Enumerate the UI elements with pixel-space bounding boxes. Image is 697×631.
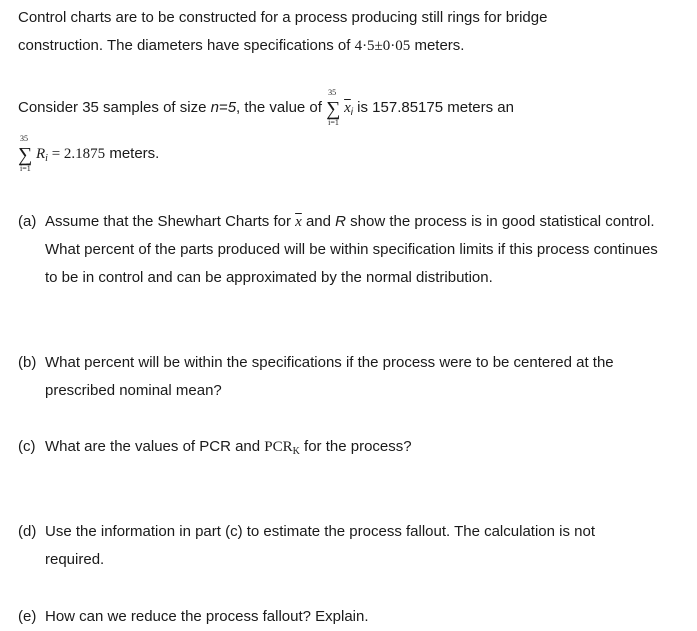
question-d-text: Use the information in part (c) to estimate the process fallout. The calculation is not required.: [45, 523, 595, 568]
question-b-text: What percent will be within the specifications if the process were to be centered at the prescribed nominal mean?: [45, 354, 614, 399]
xbar-symbol: $\overline{x}$: [295, 214, 302, 230]
consider-line: [18, 88, 514, 127]
question-d: [18, 518, 658, 574]
question-b-label: (b): [18, 354, 37, 371]
consider-post: is 157.85175 meters an: [353, 99, 514, 116]
range-symbol: R: [36, 146, 46, 162]
question-a-text: Assume that the Shewhart Charts for $\overline{x}$ and R show the process is in good statistical control. What percent of the parts produced will be within specification limits if this process continues to be in control and can be approximated by the normal distribution.: [45, 213, 658, 286]
range-sum-line: [18, 134, 160, 173]
question-c: [18, 433, 658, 466]
question-d-label: (d): [18, 523, 37, 540]
intro-line-1: Control charts are to be constructed for a process producing still rings for bridge: [18, 9, 548, 26]
intro-line-2: [18, 37, 464, 55]
xbar-symbol: $\overline{x}$: [344, 100, 351, 116]
question-b: [18, 349, 658, 405]
range-sum-upper-limit: 35: [20, 134, 28, 143]
range-sum-value: = 2.1875: [47, 146, 106, 162]
intro-line-2-text: construction. The diameters have specifications of: [18, 37, 355, 54]
consider-mid: , the value of: [236, 99, 327, 116]
range-subscript: i: [45, 153, 48, 164]
spec-value: 4·5±0·05: [354, 38, 411, 54]
question-e: [18, 603, 658, 631]
range-summation: [18, 134, 36, 173]
sum-lower-limit: i=1: [328, 118, 339, 127]
sigma-symbol: ∑: [326, 98, 341, 120]
question-c-text: What are the values of PCR and $PCR_K$ for the process?: [45, 438, 412, 457]
range-chart-symbol: R: [335, 213, 347, 230]
sigma-symbol: ∑: [18, 144, 33, 166]
consider-pre: Consider 35 samples of size: [18, 99, 211, 116]
intro-line-2-unit: meters.: [410, 37, 465, 54]
pcrk-symbol: PCR: [264, 439, 293, 455]
question-e-text: How can we reduce the process fallout? Explain.: [45, 608, 369, 625]
question-e-label: (e): [18, 608, 37, 625]
xbar-subscript: i: [350, 107, 354, 118]
xbar-summation: [326, 88, 344, 127]
range-sum-lower-limit: i=1: [20, 164, 31, 173]
question-a-label: (a): [18, 213, 37, 230]
range-sum-unit: meters.: [105, 145, 160, 162]
pcrk-subscript: K: [292, 446, 300, 457]
question-a: [18, 208, 658, 292]
question-c-label: (c): [18, 438, 36, 455]
sample-size-expr: n=5: [210, 99, 237, 116]
sum-upper-limit: 35: [328, 88, 337, 97]
